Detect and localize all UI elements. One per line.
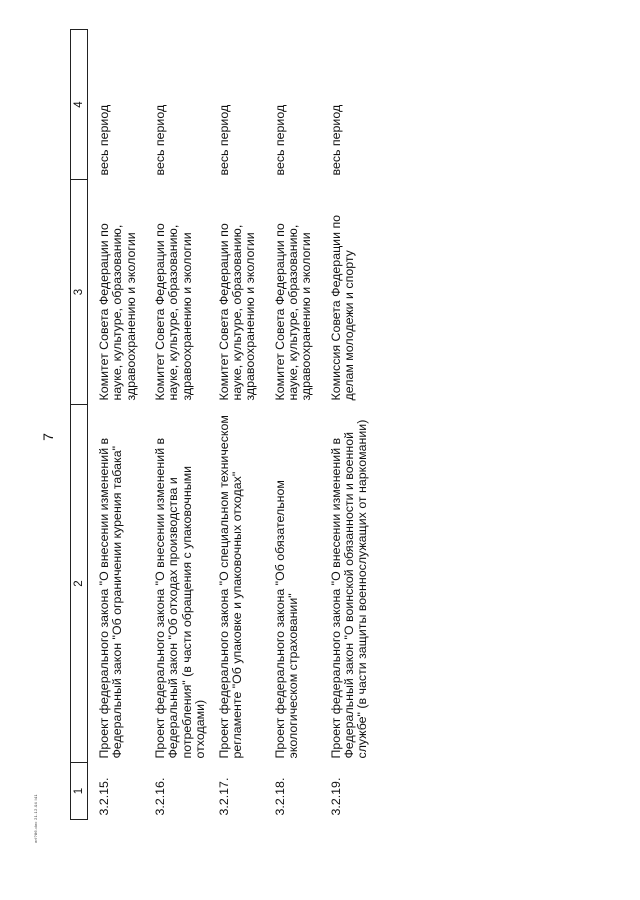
column-header: 4 bbox=[71, 30, 88, 180]
item-title: Проект федерального закона "О внесении изменений в Федеральный закон "Об ограничении курения табака" bbox=[97, 437, 125, 759]
item-number: 3.2.16. bbox=[153, 777, 167, 816]
column-header: 2 bbox=[71, 405, 88, 763]
item-period: весь период bbox=[272, 104, 287, 176]
item-title: Проект федерального закона "Об обязательном экологическом страховании" bbox=[272, 480, 301, 759]
item-responsible: Комитет Совета Федерации по науке, культуре, образованию, здравоохранению и экологии bbox=[153, 223, 194, 401]
item-title: Проект федерального закона "О внесении изменений в Федеральный закон "Об отходах производства и потребления" (в части обращения с упаковочными отходами) bbox=[153, 437, 208, 759]
item-responsible: Комитет Совета Федерации по науке, культуре, образованию, здравоохранению и экологии bbox=[97, 223, 138, 401]
document-table bbox=[70, 29, 376, 820]
item-responsible: Комиссия Совета Федерации по делам молодежи и спорту bbox=[328, 214, 357, 401]
item-number: 3.2.17. bbox=[216, 777, 231, 816]
table-row bbox=[320, 30, 376, 820]
table-row bbox=[88, 30, 145, 820]
table-row bbox=[264, 30, 320, 820]
item-number: 3.2.19. bbox=[328, 777, 343, 816]
rotated-page-content bbox=[70, 30, 630, 820]
item-responsible: Комитет Совета Федерации по науке, культуре, образованию, здравоохранению и экологии bbox=[272, 223, 314, 401]
footer-file-stamp: orl?86.doc 21.12.04 I41 bbox=[33, 794, 38, 843]
item-title: Проект федерального закона "О внесении изменений в Федеральный закон "О воинской обязанности и военной службе" (в части защиты военнослужащих от наркомании) bbox=[328, 419, 370, 759]
column-header: 3 bbox=[71, 180, 88, 405]
item-period: весь период bbox=[153, 104, 167, 176]
item-number: 3.2.18. bbox=[272, 777, 287, 816]
column-header: 1 bbox=[71, 763, 88, 820]
item-responsible: Комитет Совета Федерации по науке, культуре, образованию, здравоохранению и экологии bbox=[216, 223, 258, 401]
item-title: Проект федерального закона "О специальном техническом регламенте "Об упаковке и упаковочных отходах" bbox=[216, 415, 245, 759]
item-number: 3.2.15. bbox=[97, 777, 111, 816]
table-row bbox=[208, 30, 264, 820]
table-row bbox=[144, 30, 208, 820]
item-period: весь период bbox=[97, 104, 111, 176]
table-header-row bbox=[71, 30, 88, 820]
item-period: весь период bbox=[216, 104, 231, 176]
page-number: 7 bbox=[40, 433, 56, 441]
item-period: весь период bbox=[328, 104, 343, 176]
